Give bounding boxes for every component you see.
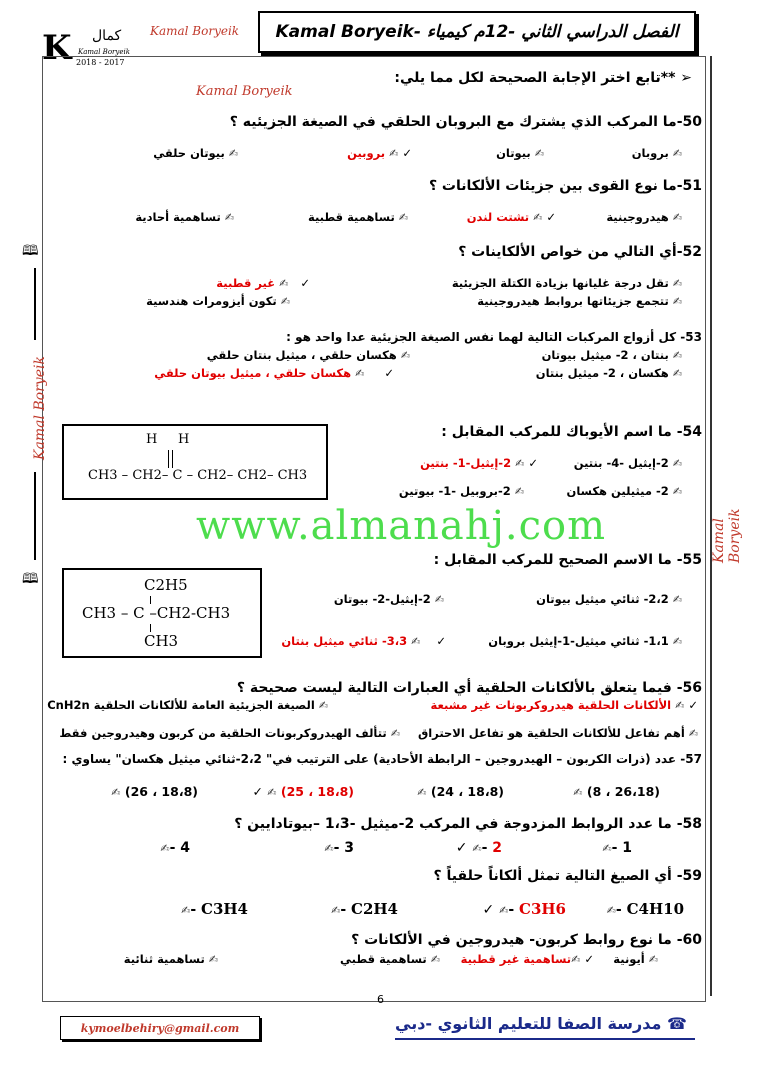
header-title-box: [258, 11, 696, 53]
q60-option-3[interactable]: ✍ تساهمية قطبي: [340, 952, 440, 966]
question-58: 58- ما عدد الروابط المزدوجة في المركب 2-ميثيل -1،3 –بيوتادايين ؟: [234, 816, 702, 832]
q55-option-4[interactable]: ✓ ✍ 3،3- ثنائي ميثيل بنتان: [281, 634, 446, 648]
q52-option-1[interactable]: ✍ تقل درجة غليانها بزيادة الكتلة الجزيئية: [451, 276, 682, 290]
q60-option-1[interactable]: ✍ أيونية: [613, 952, 658, 966]
q54-option-4[interactable]: ✍ 2-بروبيل -1- بيوتين: [398, 484, 524, 498]
school-label: مدرسة الصفا للتعليم الثانوي -دبي: [395, 1014, 662, 1033]
q58-option-1[interactable]: ✍- 1: [602, 840, 632, 856]
q53-option-4[interactable]: ✓ ✍ هكسان حلقي ، ميثيل بيوتان حلقي: [154, 366, 394, 380]
q56-option-1[interactable]: ✓ ✍ الألكانات الحلقية هيدروكربونات غير مشبعة: [430, 698, 698, 712]
q56-option-4[interactable]: ✍ تتألف الهيدروكربونات الحلقية من كربون وهيدروجين فقط: [59, 726, 400, 740]
q52-option-2[interactable]: ✓ ✍ غير قطبية: [216, 276, 310, 290]
q54-option-2[interactable]: ✓ ✍ 2-إيثيل-1- بنتين: [420, 456, 538, 470]
book-icon: 🕮: [22, 243, 39, 259]
intro-text: [394, 70, 692, 86]
page-title: Kamal Boryeik- الفصل الدراسي الثاني -12م كيمياء: [275, 22, 679, 42]
intro-label: **تابع اختر الإجابة الصحيحة لكل مما يلي:: [394, 70, 676, 86]
bond-vertical: [150, 596, 151, 604]
q50-option-2[interactable]: ✍ بيوتان: [496, 146, 544, 160]
question-56: 56- فيما يتعلق بالألكانات الحلقية أي العبارات التالية ليست صحيحة ؟: [236, 680, 702, 696]
q50-option-4[interactable]: ✍ بيوتان حلقي: [153, 146, 238, 160]
intro-signature: Kamal Boryeik: [196, 84, 293, 99]
q60-option-2[interactable]: ✓ ✍تساهمية غير قطبية: [460, 952, 594, 966]
q56-option-2[interactable]: ✍ الصيغة الجزيئية العامة للألكانات الحلقية CnH2n: [47, 698, 328, 712]
double-bond: [172, 450, 173, 468]
q56-option-3[interactable]: ✍ أهم تفاعل للألكانات الحلقية هو تفاعل الاحتراق: [417, 726, 698, 740]
question-57: 57- عدد (ذرات الكربون – الهيدروجين – الرابطة الأحادية) على الترتيب في" 2،2-ثنائي ميثيل هكسان" يساوي :: [62, 752, 702, 766]
q55-structure-line3: CH3: [144, 632, 179, 650]
q54-option-3[interactable]: ✍ 2- ميثيلين هكسان: [566, 484, 682, 498]
question-53: 53- كل أزواج المركبات التالية لهما نفس الصيغة الجزيئية عدا واحد هو :: [286, 330, 702, 344]
q54-structure-top: H H: [146, 432, 190, 447]
header-signature: Kamal Boryeik: [150, 24, 240, 38]
q55-option-3[interactable]: ✍ 1،1- ثنائي ميثيل-1-إيثيل بروبان: [488, 634, 682, 648]
question-55: 55- ما الاسم الصحيح للمركب المقابل :: [433, 552, 702, 568]
page-number: 6: [377, 993, 384, 1006]
logo-years: 2018 - 2017: [76, 58, 125, 67]
double-bond: [168, 450, 169, 468]
bond-vertical: [150, 624, 151, 632]
q58-option-4[interactable]: ✍- 4: [160, 840, 190, 856]
q59-option-3[interactable]: ✍- C2H4: [331, 900, 398, 918]
q55-option-1[interactable]: ✍ 2،2- ثنائي ميثيل بيوتان: [536, 592, 682, 606]
logo-arabic: كمال: [92, 28, 122, 44]
logo-letter: K: [42, 28, 72, 68]
q57-option-4[interactable]: ✍ (26 ، 18،8): [111, 784, 198, 799]
q52-option-4[interactable]: ✍ تكون أيزومرات هندسية: [146, 294, 290, 308]
q53-option-1[interactable]: ✍ بنتان ، 2- ميثيل بيوتان: [541, 348, 682, 362]
email-link[interactable]: kymoelbehiry@gmail.com: [80, 1021, 240, 1035]
q51-option-1[interactable]: ✍ هيدروجينية: [606, 210, 682, 224]
q50-option-3[interactable]: ✓ ✍ بروبين: [347, 146, 412, 160]
q58-option-3[interactable]: ✍- 3: [324, 840, 354, 856]
vertical-signature-right: Kamal Boryeik: [711, 508, 743, 563]
q55-structure-line1: C2H5: [144, 576, 188, 594]
vertical-signature-left: Kamal Boryeik: [31, 356, 48, 460]
side-line-top: [34, 268, 36, 340]
question-51: 51-ما نوع القوى بين جزيئات الألكانات ؟: [428, 178, 702, 194]
q55-structure-box: [62, 568, 262, 658]
q57-option-2[interactable]: ✍ (24 ، 18،8): [417, 784, 504, 799]
q51-option-4[interactable]: ✍ تساهمية أحادية: [135, 210, 234, 224]
q53-option-2[interactable]: ✍ هكسان حلقي ، ميثيل بنتان حلقي: [206, 348, 410, 362]
q54-structure-main: CH3 – CH2– C – CH2– CH2– CH3: [88, 468, 308, 483]
q55-option-2[interactable]: ✍ 2-إيثيل-2- بيوتان: [333, 592, 444, 606]
question-60: 60- ما نوع روابط كربون- هيدروجين في الألكانات ؟: [351, 932, 702, 948]
school-underline: [395, 1038, 695, 1040]
q59-option-4[interactable]: ✍- C3H4: [181, 900, 248, 918]
q53-option-3[interactable]: ✍ هكسان ، 2- ميثيل بنتان: [535, 366, 682, 380]
logo-name: Kamal Boryeik: [78, 48, 130, 56]
question-59: 59- أي الصيغ التالية تمثل ألكاناً حلقياً ؟: [433, 868, 702, 884]
watermark-url: www.almanahj.com: [196, 503, 607, 549]
email-box: [60, 1016, 260, 1040]
q60-option-4[interactable]: ✍ تساهمية ثنائية: [123, 952, 218, 966]
q55-structure-line2: CH3 – C –CH2-CH3: [82, 604, 231, 622]
q51-option-3[interactable]: ✍ تساهمية قطبية: [307, 210, 408, 224]
q59-option-2[interactable]: ✓ ✍- C3H6: [482, 900, 566, 918]
q58-option-2[interactable]: ✓ ✍- 2: [455, 840, 502, 856]
q54-option-1[interactable]: ✍ 2-إيثيل -4- بنتين: [573, 456, 682, 470]
question-54: 54- ما اسم الأيوباك للمركب المقابل :: [441, 424, 702, 440]
side-line-bottom: [34, 472, 36, 560]
q52-option-3[interactable]: ✍ تتجمع جزيئاتها بروابط هيدروجينية: [477, 294, 682, 308]
q50-option-1[interactable]: ✍ بروبان: [631, 146, 682, 160]
q54-structure-box: [62, 424, 328, 500]
question-50: 50-ما المركب الذي يشترك مع البروبان الحلقي في الصيغة الجزيئيه ؟: [229, 114, 702, 130]
q59-option-1[interactable]: ✍- C4H10: [606, 900, 684, 918]
q57-option-1[interactable]: ✍ (8 ، 26،18): [573, 784, 660, 799]
phone-icon: ☎: [666, 1014, 687, 1033]
question-52: 52-أي التالي من خواص الألكاينات ؟: [458, 244, 702, 260]
q57-option-3[interactable]: ✓ ✍ (25 ، 18،8): [252, 784, 354, 799]
q51-option-2[interactable]: ✓ ✍ تشتت لندن: [466, 210, 556, 224]
arrow-icon: ➢: [680, 70, 692, 86]
school-name: [395, 1014, 687, 1033]
book-icon: 🕮: [22, 571, 39, 587]
